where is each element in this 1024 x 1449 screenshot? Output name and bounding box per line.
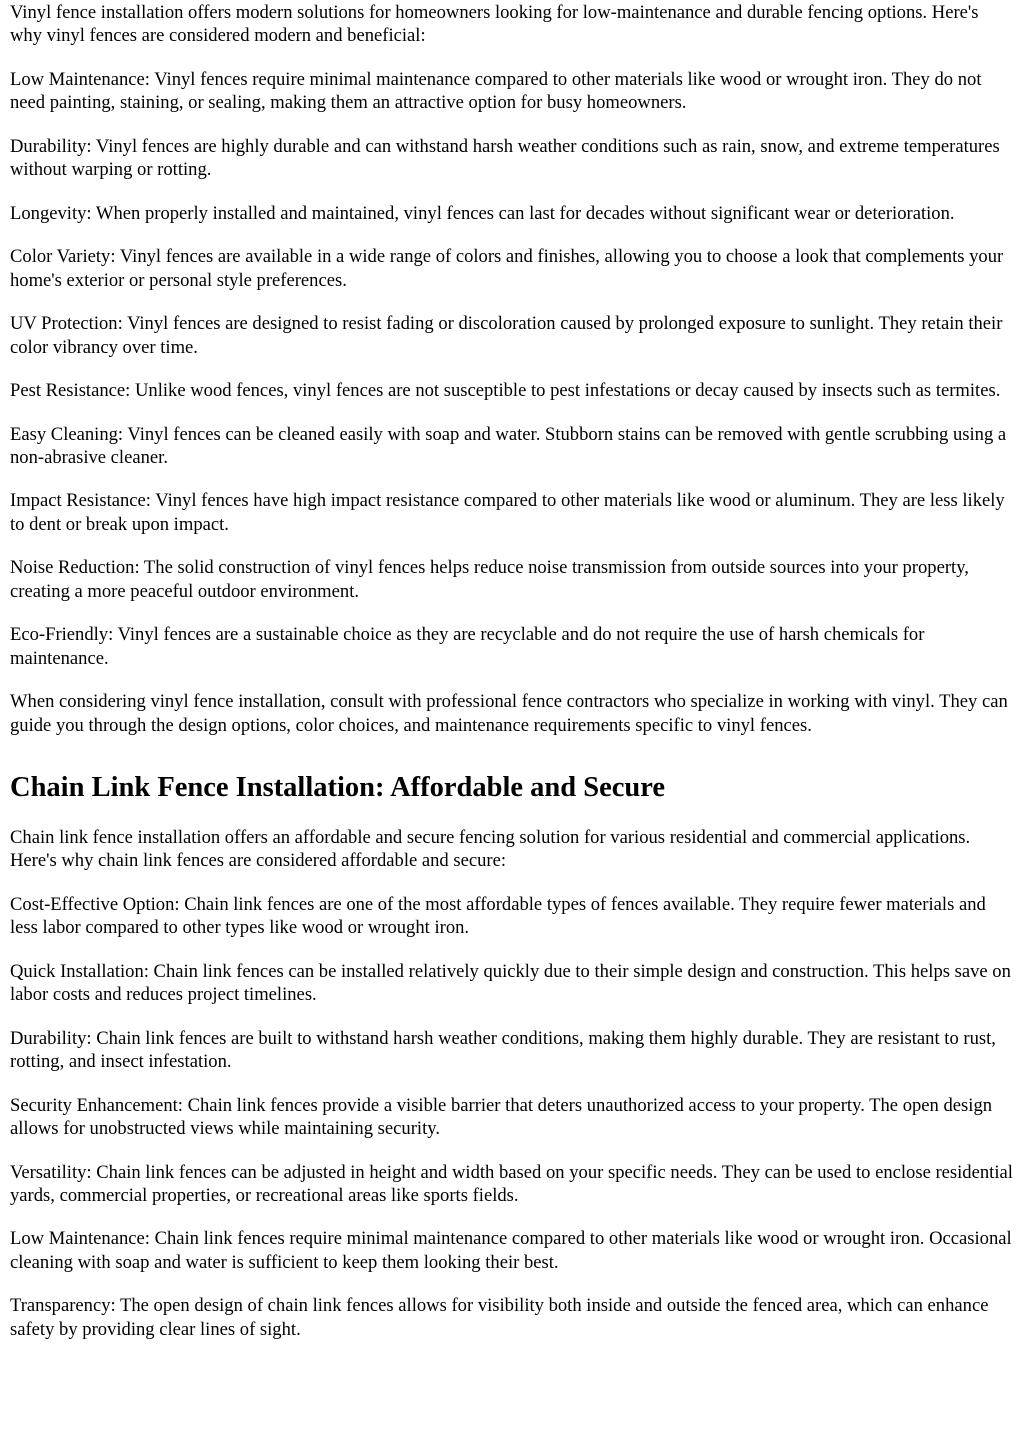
vinyl-eco-friendly-paragraph: Eco-Friendly: Vinyl fences are a sustainable choice as they are recyclable and do not require the use of harsh chemicals for maintenance. [10, 624, 925, 669]
vinyl-color-variety-paragraph: Color Variety: Vinyl fences are available in a wide range of colors and finishes, allowing you to choose a look that complements your home's exterior or personal style preferences. [10, 246, 1004, 291]
chain-link-heading: Chain Link Fence Installation: Affordable and Secure [10, 771, 666, 803]
chain-link-security-paragraph: Security Enhancement: Chain link fences provide a visible barrier that deters unauthorized access to your property. The open design allows for unobstructed views while maintaining security. [10, 1094, 993, 1139]
vinyl-durability-paragraph: Durability: Vinyl fences are highly durable and can withstand harsh weather conditions such as rain, snow, and extreme temperatures without warping or rotting. [10, 135, 1000, 181]
vinyl-closing-paragraph: When considering vinyl fence installation, consult with professional fence contractors who specialize in working with vinyl. They can guide you through the design options, color choices, and maintenance requirements specific to vinyl fences. [10, 691, 1008, 736]
chain-link-intro-paragraph: Chain link fence installation offers an affordable and secure fencing solution for various residential and commercial applications. Here's why chain link fences are considered affordable and secure: [10, 826, 971, 872]
chain-link-quick-installation-paragraph: Quick Installation: Chain link fences can be installed relatively quickly due to their simple design and construction. This helps save on labor costs and reduces project timelines. [10, 960, 1011, 1006]
vinyl-noise-reduction-paragraph: Noise Reduction: The solid construction of vinyl fences helps reduce noise transmission from outside sources into your property, creating a more peaceful outdoor environment. [10, 557, 969, 602]
vinyl-pest-resistance-paragraph: Pest Resistance: Unlike wood fences, vinyl fences are not susceptible to pest infestations or decay caused by insects such as termites. [10, 380, 1001, 402]
chain-link-transparency-paragraph: Transparency: The open design of chain link fences allows for visibility both inside and outside the fenced area, which can enhance safety by providing clear lines of sight. [10, 1295, 989, 1340]
vinyl-longevity-paragraph: Longevity: When properly installed and maintained, vinyl fences can last for decades without significant wear or deterioration. [10, 202, 955, 224]
chain-link-durability-paragraph: Durability: Chain link fences are built to withstand harsh weather conditions, making them highly durable. They are resistant to rust, rotting, and insect infestation. [10, 1027, 996, 1073]
article-body [0, 1, 1024, 1341]
vinyl-section [10, 1, 1014, 737]
chain-link-versatility-paragraph: Versatility: Chain link fences can be adjusted in height and width based on your specific needs. They can be used to enclose residential yards, commercial properties, or recreational areas like sports fields. [10, 1161, 1013, 1206]
chain-link-cost-effective-paragraph: Cost-Effective Option: Chain link fences are one of the most affordable types of fences available. They require fewer materials and less labor compared to other types like wood or wrought iron. [10, 893, 986, 939]
chain-link-section [10, 771, 1014, 1341]
vinyl-easy-cleaning-paragraph: Easy Cleaning: Vinyl fences can be cleaned easily with soap and water. Stubborn stains can be removed with gentle scrubbing using a non-abrasive cleaner. [10, 423, 1007, 468]
vinyl-intro-paragraph: Vinyl fence installation offers modern solutions for homeowners looking for low-maintenance and durable fencing options. Here's why vinyl fences are considered modern and beneficial: [10, 2, 979, 47]
chain-link-low-maintenance-paragraph: Low Maintenance: Chain link fences require minimal maintenance compared to other materials like wood or wrought iron. Occasional cleaning with soap and water is sufficient to keep them looking their best. [10, 1228, 1012, 1273]
vinyl-low-maintenance-paragraph: Low Maintenance: Vinyl fences require minimal maintenance compared to other materials like wood or wrought iron. They do not need painting, staining, or sealing, making them an attractive option for busy homeowners. [10, 68, 982, 114]
vinyl-uv-protection-paragraph: UV Protection: Vinyl fences are designed to resist fading or discoloration caused by prolonged exposure to sunlight. They retain their color vibrancy over time. [10, 313, 1003, 358]
vinyl-impact-resistance-paragraph: Impact Resistance: Vinyl fences have high impact resistance compared to other materials like wood or aluminum. They are less likely to dent or break upon impact. [10, 490, 1005, 535]
